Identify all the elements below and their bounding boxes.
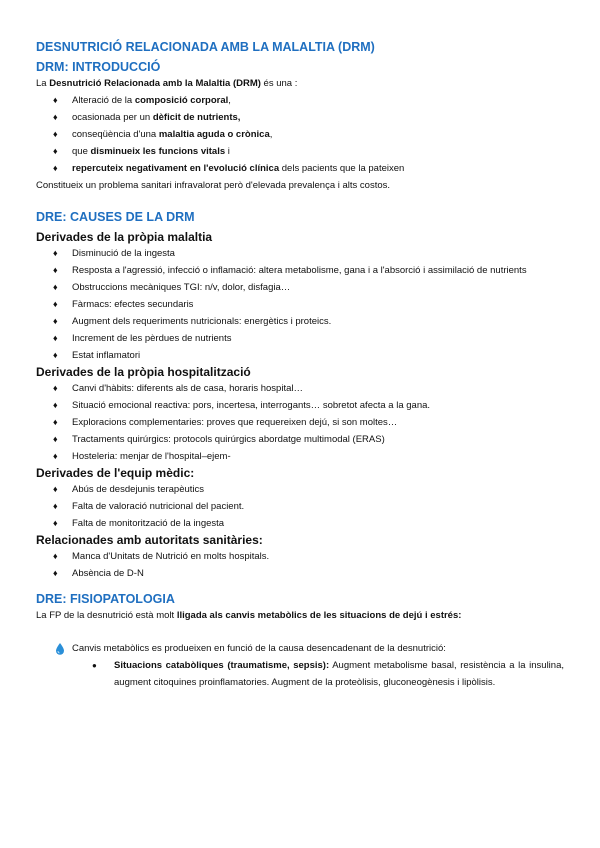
list-item: ♦ Manca d'Unitats de Nutrició en molts hospitals. (36, 548, 564, 565)
diamond-bullet-icon: ♦ (53, 316, 58, 326)
causes-list (36, 481, 564, 532)
diamond-bullet-icon: ♦ (53, 551, 58, 561)
list-item: ♦ Disminució de la ingesta (36, 245, 564, 262)
diamond-bullet-icon: ♦ (53, 163, 58, 173)
list-item: ♦ Resposta a l'agressió, infecció o inflamació: altera metabolisme, gana i a l'absorció i assimilació de nutrients (36, 262, 564, 279)
list-item: ♦ Estat inflamatori (36, 347, 564, 364)
diamond-bullet-icon: ♦ (53, 95, 58, 105)
diamond-bullet-icon: ♦ (53, 299, 58, 309)
intro-item: ♦ conseqüència d'una malaltia aguda o crònica, (36, 126, 564, 143)
list-item: ♦ Canvi d'hàbits: diferents als de casa, horaris hospital… (36, 380, 564, 397)
causes-list (36, 245, 564, 364)
intro-item: ♦ ocasionada per un dèficit de nutrients, (36, 109, 564, 126)
list-item: ♦ Obstruccions mecàniques TGI: n/v, dolor, disfagia… (36, 279, 564, 296)
intro-closing: Constitueix un problema sanitari infravalorat però d'elevada prevalença i alts costos. (36, 180, 391, 191)
intro-lead: La Desnutrició Relacionada amb la Malaltia (DRM) és una : (36, 78, 298, 89)
list-item: ♦ Falta de valoració nutricional del pacient. (36, 498, 564, 515)
diamond-bullet-icon: ♦ (53, 400, 58, 410)
list-item: ♦ Exploracions complementaries: proves que requereixen dejú, si son moltes… (36, 414, 564, 431)
list-item: ♦ Absència de D-N (36, 565, 564, 582)
diamond-bullet-icon: ♦ (53, 568, 58, 578)
intro-item: ♦ repercuteix negativament en l'evolució clínica dels pacients que la pateixen (36, 160, 564, 177)
diamond-bullet-icon: ♦ (53, 129, 58, 139)
diamond-bullet-icon: ♦ (53, 350, 58, 360)
diamond-bullet-icon: ♦ (53, 434, 58, 444)
causes-list (36, 548, 564, 582)
causes-group-title: Derivades de la pròpia malaltia (36, 230, 213, 244)
document-title: DESNUTRICIÓ RELACIONADA AMB LA MALALTIA (DRM) (36, 40, 375, 54)
diamond-bullet-icon: ♦ (53, 501, 58, 511)
list-item: ♦ Fàrmacs: efectes secundaris (36, 296, 564, 313)
diamond-bullet-icon: ♦ (53, 248, 58, 258)
diamond-bullet-icon: ♦ (53, 333, 58, 343)
causes-list (36, 380, 564, 465)
intro-item: ♦ Alteració de la composició corporal, (36, 92, 564, 109)
list-item: ♦ Increment de les pèrdues de nutrients (36, 330, 564, 347)
causes-group-title: Derivades de la pròpia hospitalització (36, 365, 251, 379)
intro-list (36, 92, 564, 177)
physio-lead: La FP de la desnutrició està molt lligada als canvis metabòlics de les situacions de dejú i estrés: (36, 610, 462, 621)
causes-group-title: Relacionades amb autoritats sanitàries: (36, 533, 263, 547)
drop-list-item: Canvis metabòlics es produeixen en funció de la causa desencadenant de la desnutrició: (36, 640, 564, 657)
list-item: ♦ Tractaments quirúrgics: protocols quirúrgics abordatge multimodal (ERAS) (36, 431, 564, 448)
diamond-bullet-icon: ♦ (53, 383, 58, 393)
diamond-bullet-icon: ♦ (53, 451, 58, 461)
water-drop-icon (55, 643, 65, 655)
list-item: ● Situacions catabòliques (traumatisme, sepsis): Augment metabolisme basal, resistència a la insulina, augment citoquines proinflamatories. Augment de la proteòlisis, gluconeogènesis i lipòlisis. (36, 657, 564, 691)
diamond-bullet-icon: ♦ (53, 518, 58, 528)
causes-heading: DRE: CAUSES DE LA DRM (36, 210, 195, 224)
list-item: ♦ Situació emocional reactiva: pors, incertesa, interrogants… sobretot afecta a la gana. (36, 397, 564, 414)
physio-heading: DRE: FISIOPATOLOGIA (36, 592, 175, 606)
causes-group-title: Derivades de l'equip mèdic: (36, 466, 195, 480)
intro-heading: DRM: INTRODUCCIÓ (36, 60, 161, 74)
physio-sub-list (36, 657, 564, 691)
diamond-bullet-icon: ♦ (53, 417, 58, 427)
intro-item: ♦ que disminueix les funcions vitals i (36, 143, 564, 160)
diamond-bullet-icon: ♦ (53, 265, 58, 275)
list-item: ♦ Hosteleria: menjar de l'hospital–ejem- (36, 448, 564, 465)
diamond-bullet-icon: ♦ (53, 112, 58, 122)
dot-bullet-icon: ● (92, 661, 97, 670)
diamond-bullet-icon: ♦ (53, 484, 58, 494)
list-item: ♦ Augment dels requeriments nutricionals: energètics i proteics. (36, 313, 564, 330)
list-item: ♦ Falta de monitorització de la ingesta (36, 515, 564, 532)
list-item: ♦ Abús de desdejunis terapèutics (36, 481, 564, 498)
diamond-bullet-icon: ♦ (53, 282, 58, 292)
diamond-bullet-icon: ♦ (53, 146, 58, 156)
